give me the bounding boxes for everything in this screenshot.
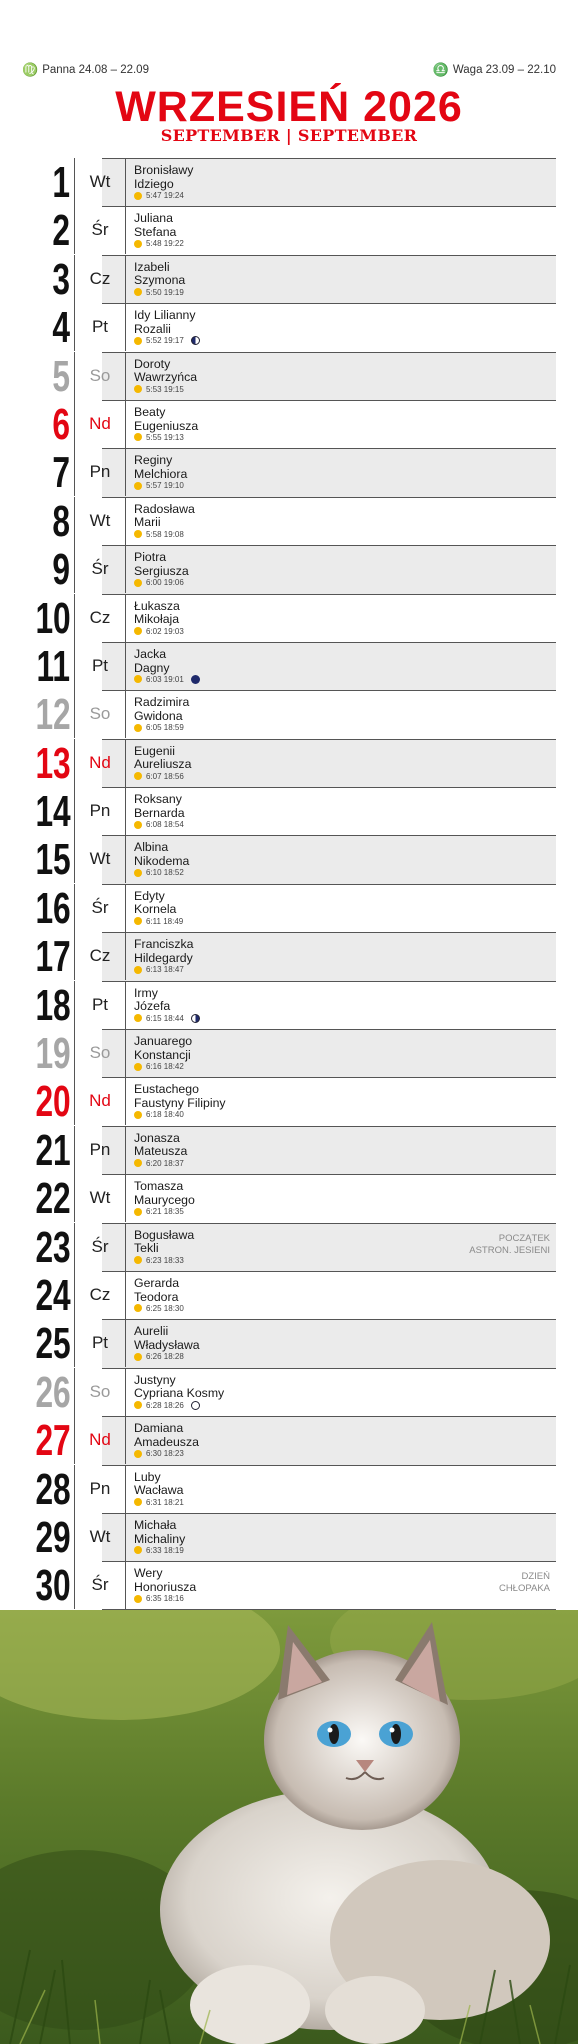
- weekday-abbrev: Pt: [74, 303, 126, 351]
- day-number: 29: [35, 1512, 71, 1562]
- day-number: 16: [35, 883, 71, 933]
- sun-times: [134, 1594, 184, 1603]
- name-day: Eustachego: [134, 1082, 199, 1097]
- sun-icon: [134, 1353, 142, 1361]
- sunrise-sunset: 6:03 19:01: [146, 674, 184, 684]
- sunrise-sunset: 6:25 18:30: [146, 1303, 184, 1313]
- weekday-abbrev: Śr: [74, 545, 126, 593]
- sun-icon: [134, 337, 142, 345]
- weekday-abbrev: Śr: [74, 1561, 126, 1609]
- sunrise-sunset: 6:35 18:16: [146, 1594, 184, 1604]
- libra-icon: ♎: [432, 62, 449, 77]
- sun-icon: [134, 1450, 142, 1458]
- name-day: Maurycego: [134, 1192, 195, 1207]
- sunrise-sunset: 5:53 19:15: [146, 384, 184, 394]
- cat-photo: [0, 1610, 578, 2044]
- sun-times: [134, 1159, 184, 1168]
- sunrise-sunset: 6:21 18:35: [146, 1207, 184, 1217]
- name-days: [134, 212, 176, 239]
- day-row: [22, 1513, 556, 1561]
- name-days: [134, 1277, 179, 1304]
- sunrise-sunset: 6:02 19:03: [146, 626, 184, 636]
- name-day: Faustyny Filipiny: [134, 1096, 226, 1111]
- sunrise-sunset: 6:00 19:06: [146, 578, 184, 588]
- day-row: [22, 206, 556, 254]
- weekday-abbrev: Wt: [74, 1513, 126, 1561]
- weekday-abbrev: Pt: [74, 981, 126, 1029]
- day-number: 25: [35, 1319, 71, 1369]
- name-day: Januarego: [134, 1034, 193, 1049]
- sun-icon: [134, 724, 142, 732]
- weekday-abbrev: Pt: [74, 642, 126, 690]
- sun-times: [134, 965, 184, 974]
- moon-phase-full-icon: [191, 1401, 200, 1410]
- name-day: Mikołaja: [134, 612, 180, 627]
- sun-times: [134, 820, 184, 829]
- weekday-abbrev: Wt: [74, 497, 126, 545]
- name-days: [134, 696, 189, 723]
- name-day: Damiana: [134, 1421, 184, 1436]
- zodiac-next-label: Waga 23.09 – 22.10: [452, 64, 556, 76]
- name-day: Idziego: [134, 176, 174, 191]
- day-number: 5: [52, 351, 70, 401]
- name-days: [134, 406, 198, 433]
- day-number: 9: [52, 545, 70, 595]
- sun-icon: [134, 288, 142, 296]
- sunrise-sunset: 5:57 19:10: [146, 481, 184, 491]
- sun-icon: [134, 1401, 142, 1409]
- sun-icon: [134, 192, 142, 200]
- day-number: 4: [52, 303, 70, 353]
- weekday-abbrev: Nd: [74, 1416, 126, 1464]
- weekday-abbrev: Wt: [74, 1174, 126, 1222]
- name-day: Irmy: [134, 985, 158, 1000]
- day-number: 21: [35, 1125, 71, 1175]
- day-number: 22: [35, 1174, 71, 1224]
- weekday-abbrev: Nd: [74, 400, 126, 448]
- weekday-abbrev: Pn: [74, 1465, 126, 1513]
- name-day: Izabeli: [134, 259, 170, 274]
- weekday-abbrev: Cz: [74, 932, 126, 980]
- sunrise-sunset: 6:28 18:26: [146, 1400, 184, 1410]
- name-day: Michała: [134, 1517, 177, 1532]
- sunrise-sunset: 6:07 18:56: [146, 771, 184, 781]
- day-row: [22, 594, 556, 642]
- name-day: Juliana: [134, 211, 173, 226]
- name-days: [134, 841, 189, 868]
- sun-icon: [134, 772, 142, 780]
- sun-times: [134, 1014, 200, 1023]
- name-days: [134, 1471, 183, 1498]
- name-day: Sergiusza: [134, 563, 189, 578]
- name-days: [134, 1519, 185, 1546]
- name-days: [134, 164, 193, 191]
- weekday-abbrev: So: [74, 1368, 126, 1416]
- day-number: 3: [52, 254, 70, 304]
- name-day: Wery: [134, 1566, 163, 1581]
- day-row: [22, 497, 556, 545]
- name-day: Jacka: [134, 646, 167, 661]
- day-row: [22, 1174, 556, 1222]
- sun-times: [134, 385, 184, 394]
- name-day: Hildegardy: [134, 950, 193, 965]
- sun-icon: [134, 1595, 142, 1603]
- weekday-abbrev: Pt: [74, 1319, 126, 1367]
- sun-icon: [134, 240, 142, 248]
- weekday-abbrev: So: [74, 352, 126, 400]
- sun-times: [134, 1062, 184, 1071]
- day-number: 18: [35, 980, 71, 1030]
- day-row: [22, 690, 556, 738]
- day-note-line: CHŁOPAKA: [498, 1583, 550, 1595]
- name-day: Rozalii: [134, 321, 171, 336]
- sun-times: [134, 239, 184, 248]
- day-row: [22, 400, 556, 448]
- sunrise-sunset: 6:33 18:19: [146, 1545, 184, 1555]
- sun-times: [134, 1304, 184, 1313]
- weekday-abbrev: Cz: [74, 594, 126, 642]
- name-day: Józefa: [134, 999, 171, 1014]
- day-row: [22, 1368, 556, 1416]
- sunrise-sunset: 6:11 18:49: [146, 916, 184, 926]
- sunrise-sunset: 6:23 18:33: [146, 1255, 184, 1265]
- zodiac-current-label: Panna 24.08 – 22.09: [42, 64, 149, 76]
- name-days: [134, 454, 187, 481]
- day-number: 24: [35, 1270, 71, 1320]
- sun-times: [134, 723, 184, 732]
- name-day: Władysława: [134, 1337, 200, 1352]
- day-row: [22, 1271, 556, 1319]
- name-days: [134, 551, 189, 578]
- sunrise-sunset: 6:10 18:52: [146, 868, 184, 878]
- name-day: Marii: [134, 515, 161, 530]
- name-day: Wacława: [134, 1483, 184, 1498]
- month-subtitle: SEPTEMBER | SEPTEMBER: [160, 126, 418, 145]
- day-row: [22, 981, 556, 1029]
- sun-icon: [134, 579, 142, 587]
- sun-icon: [134, 1546, 142, 1554]
- name-day: Doroty: [134, 356, 171, 371]
- sun-times: [134, 1449, 184, 1458]
- name-day: Justyny: [134, 1372, 176, 1387]
- name-day: Łukasza: [134, 598, 180, 613]
- name-day: Michaliny: [134, 1531, 186, 1546]
- name-days: [134, 1035, 192, 1062]
- day-number: 14: [35, 787, 71, 837]
- weekday-abbrev: Wt: [74, 158, 126, 206]
- zodiac-current: [22, 62, 149, 78]
- name-days: [134, 938, 193, 965]
- sun-times: [134, 481, 184, 490]
- sunrise-sunset: 6:05 18:59: [146, 723, 184, 733]
- day-row: [22, 255, 556, 303]
- day-number: 30: [35, 1561, 71, 1611]
- sun-times: [134, 772, 184, 781]
- day-number: 8: [52, 496, 70, 546]
- name-day: Gwidona: [134, 708, 183, 723]
- day-number: 13: [35, 738, 71, 788]
- day-row: [22, 1465, 556, 1513]
- sun-icon: [134, 1111, 142, 1119]
- weekday-abbrev: So: [74, 690, 126, 738]
- name-days: [134, 987, 170, 1014]
- day-row: [22, 352, 556, 400]
- name-days: [134, 1083, 226, 1110]
- sun-times: [134, 1207, 184, 1216]
- sun-times: [134, 1110, 184, 1119]
- name-day: Aurelii: [134, 1324, 169, 1339]
- weekday-abbrev: Nd: [74, 739, 126, 787]
- day-row: [22, 1077, 556, 1125]
- weekday-abbrev: Cz: [74, 1271, 126, 1319]
- name-day: Tekli: [134, 1241, 159, 1256]
- day-row: [22, 158, 556, 206]
- day-number: 6: [52, 399, 70, 449]
- sun-icon: [134, 530, 142, 538]
- sun-icon: [134, 821, 142, 829]
- sun-times: [134, 1498, 184, 1507]
- day-row: [22, 1029, 556, 1077]
- day-row: [22, 545, 556, 593]
- name-day: Stefana: [134, 224, 177, 239]
- sun-times: [134, 868, 184, 877]
- name-day: Szymona: [134, 273, 186, 288]
- name-day: Cypriana Kosmy: [134, 1386, 225, 1401]
- name-days: [134, 793, 185, 820]
- name-days: [134, 600, 180, 627]
- sunrise-sunset: 6:16 18:42: [146, 1062, 184, 1072]
- sun-icon: [134, 627, 142, 635]
- day-row: [22, 739, 556, 787]
- name-day: Reginy: [134, 453, 173, 468]
- sunrise-sunset: 6:20 18:37: [146, 1158, 184, 1168]
- name-days: [134, 1422, 199, 1449]
- day-number: 2: [52, 206, 70, 256]
- day-row: [22, 1561, 556, 1609]
- name-days: [134, 1325, 200, 1352]
- weekday-abbrev: Wt: [74, 835, 126, 883]
- sun-icon: [134, 1159, 142, 1167]
- moon-phase-first-icon: [191, 1014, 200, 1023]
- sunrise-sunset: 5:58 19:08: [146, 529, 184, 539]
- day-number: 10: [35, 593, 71, 643]
- day-number: 1: [52, 158, 70, 207]
- name-day: Radosława: [134, 501, 195, 516]
- name-days: [134, 890, 176, 917]
- weekday-abbrev: Śr: [74, 1223, 126, 1271]
- day-number: 7: [52, 448, 70, 498]
- weekday-abbrev: Pn: [74, 1126, 126, 1174]
- day-number: 15: [35, 835, 71, 885]
- virgo-icon: ♍: [22, 62, 39, 77]
- day-number: 12: [35, 690, 71, 740]
- sun-icon: [134, 1014, 142, 1022]
- sun-icon: [134, 966, 142, 974]
- day-row: [22, 884, 556, 932]
- sun-icon: [134, 1498, 142, 1506]
- name-day: Kornela: [134, 902, 177, 917]
- sun-icon: [134, 1208, 142, 1216]
- name-days: [134, 648, 170, 675]
- sunrise-sunset: 5:52 19:17: [146, 336, 184, 346]
- day-row: [22, 932, 556, 980]
- day-note-line: ASTRON. JESIENI: [469, 1244, 550, 1256]
- name-days: [134, 1374, 224, 1401]
- day-number: 26: [35, 1367, 71, 1417]
- name-day: Wawrzyńca: [134, 370, 198, 385]
- sun-icon: [134, 385, 142, 393]
- sunrise-sunset: 5:47 19:24: [146, 191, 184, 200]
- day-row: [22, 642, 556, 690]
- weekday-abbrev: So: [74, 1029, 126, 1077]
- sun-times: [134, 1256, 184, 1265]
- day-row: [22, 448, 556, 496]
- month-title: WRZESIEŃ 2026: [115, 83, 463, 131]
- sun-icon: [134, 869, 142, 877]
- sunrise-sunset: 6:26 18:28: [146, 1352, 184, 1362]
- name-days: [134, 1567, 196, 1594]
- name-day: Beaty: [134, 404, 166, 419]
- weekday-abbrev: Śr: [74, 206, 126, 254]
- sunrise-sunset: 5:48 19:22: [146, 239, 184, 249]
- name-day: Luby: [134, 1469, 161, 1484]
- day-note: [499, 1571, 550, 1595]
- sun-times: [134, 675, 200, 684]
- sun-times: [134, 1546, 184, 1555]
- day-row: [22, 835, 556, 883]
- name-day: Nikodema: [134, 854, 190, 869]
- day-row: [22, 1319, 556, 1367]
- weekday-abbrev: Pn: [74, 787, 126, 835]
- name-day: Eugeniusza: [134, 418, 199, 433]
- weekday-abbrev: Cz: [74, 255, 126, 303]
- name-day: Amadeusza: [134, 1434, 199, 1449]
- name-day: Konstancji: [134, 1047, 191, 1062]
- name-days: [134, 309, 196, 336]
- weekday-abbrev: Pn: [74, 448, 126, 496]
- name-days: [134, 261, 185, 288]
- sunrise-sunset: 6:30 18:23: [146, 1449, 184, 1459]
- sun-times: [134, 191, 184, 200]
- day-list: [22, 158, 556, 1610]
- name-day: Roksany: [134, 792, 182, 807]
- weekday-abbrev: Śr: [74, 884, 126, 932]
- weekday-abbrev: Nd: [74, 1077, 126, 1125]
- name-day: Bernarda: [134, 805, 185, 820]
- sunrise-sunset: 6:13 18:47: [146, 965, 184, 975]
- name-day: Albina: [134, 840, 169, 855]
- sunrise-sunset: 6:31 18:21: [146, 1497, 184, 1507]
- day-number: 11: [36, 641, 70, 691]
- name-day: Melchiora: [134, 466, 188, 481]
- name-day: Gerarda: [134, 1275, 180, 1290]
- day-number: 20: [35, 1077, 71, 1127]
- moon-phase-last-icon: [191, 336, 200, 345]
- name-day: Radzimira: [134, 695, 190, 710]
- sunrise-sunset: 6:08 18:54: [146, 820, 184, 830]
- name-day: Franciszka: [134, 937, 194, 952]
- name-day: Bogusława: [134, 1227, 195, 1242]
- sun-times: [134, 1352, 184, 1361]
- day-row: [22, 1223, 556, 1271]
- name-days: [134, 1132, 187, 1159]
- name-days: [134, 1180, 195, 1207]
- day-note-line: DZIEŃ: [521, 1571, 550, 1583]
- name-day: Idy Lilianny: [134, 308, 196, 323]
- name-day: Edyty: [134, 888, 165, 903]
- day-note: [469, 1233, 550, 1257]
- sun-times: [134, 1401, 200, 1410]
- name-day: Tomasza: [134, 1179, 184, 1194]
- name-days: [134, 1229, 194, 1256]
- sunrise-sunset: 5:50 19:19: [146, 287, 184, 297]
- day-row: [22, 1126, 556, 1174]
- sun-icon: [134, 917, 142, 925]
- sun-times: [134, 288, 184, 297]
- name-days: [134, 358, 197, 385]
- name-day: Bronisławy: [134, 163, 194, 177]
- name-day: Dagny: [134, 660, 170, 675]
- sun-times: [134, 336, 200, 345]
- sun-icon: [134, 675, 142, 683]
- name-day: Aureliusza: [134, 757, 192, 772]
- name-days: [134, 745, 191, 772]
- moon-phase-new-icon: [191, 675, 200, 684]
- sunrise-sunset: 6:15 18:44: [146, 1013, 184, 1023]
- sun-icon: [134, 433, 142, 441]
- day-number: 23: [35, 1222, 71, 1272]
- sun-icon: [134, 1256, 142, 1264]
- day-row: [22, 303, 556, 351]
- name-day: Eugenii: [134, 743, 176, 758]
- sun-times: [134, 433, 184, 442]
- sunrise-sunset: 6:18 18:40: [146, 1110, 184, 1120]
- day-row: [22, 787, 556, 835]
- sunrise-sunset: 5:55 19:13: [146, 432, 184, 442]
- sun-icon: [134, 1304, 142, 1312]
- name-day: Mateusza: [134, 1144, 188, 1159]
- sun-times: [134, 627, 184, 636]
- day-number: 27: [35, 1416, 71, 1466]
- sun-icon: [134, 482, 142, 490]
- name-day: Honoriusza: [134, 1579, 197, 1594]
- name-day: Jonasza: [134, 1130, 180, 1145]
- sun-times: [134, 578, 184, 587]
- day-number: 28: [35, 1464, 71, 1514]
- day-note-line: POCZĄTEK: [498, 1232, 550, 1244]
- day-number: 19: [35, 1029, 71, 1079]
- day-number: 17: [35, 932, 71, 982]
- zodiac-next: [433, 62, 556, 78]
- sun-icon: [134, 1063, 142, 1071]
- name-day: Teodora: [134, 1289, 179, 1304]
- sun-times: [134, 917, 183, 926]
- sun-times: [134, 530, 184, 539]
- day-row: [22, 1416, 556, 1464]
- name-day: Piotra: [134, 550, 167, 565]
- name-days: [134, 503, 195, 530]
